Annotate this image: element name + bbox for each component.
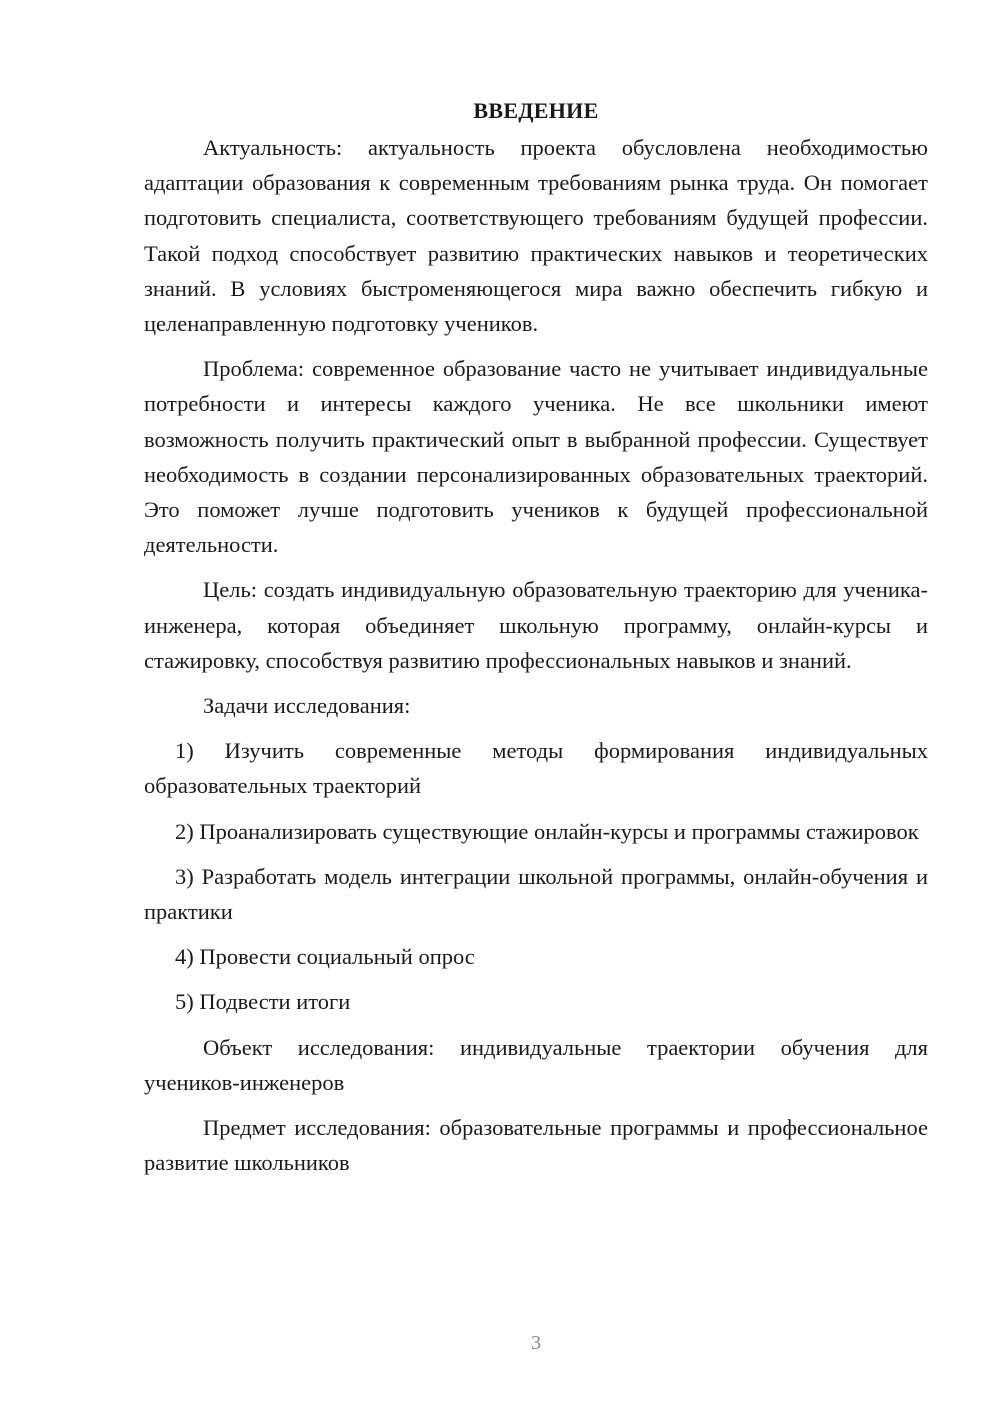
section-title: ВВЕДЕНИЕ bbox=[473, 98, 599, 123]
page-number: 3 bbox=[531, 1332, 541, 1354]
task-item-2: 2) Проанализировать существующие онлайн-курсы и программы стажировок bbox=[175, 818, 919, 844]
paragraph-object: Объект исследования: индивидуальные траектории обучения для учеников-инженеров bbox=[144, 1034, 928, 1095]
tasks-heading: Задачи исследования: bbox=[203, 693, 411, 719]
paragraph-subject: Предмет исследования: образовательные программы и профессиональное развитие школьников bbox=[144, 1115, 928, 1176]
paragraph-relevance: Актуальность: актуальность проекта обусловлена необходимостью адаптации образования к современным требованиям рынка труда. Он помогает подготовить специалиста, соответствующего требованиям будущей профессии. Такой подход способствует развитию практических навыков и теоретических знаний. В условиях быстроменяющегося мира важно обеспечить гибкую и целенаправленную подготовку учеников. bbox=[144, 135, 928, 337]
task-item-5: 5) Подвести итоги bbox=[175, 989, 351, 1015]
task-item-3: 3) Разработать модель интеграции школьной программы, онлайн-обучения и практики bbox=[144, 863, 928, 925]
paragraph-problem: Проблема: современное образование часто не учитывает индивидуальные потребности и интересы каждого ученика. Не все школьники имеют возможность получить практический опыт в выбранной профессии. Существует необходимость в создании персонализированных образовательных траекторий. Это поможет лучше подготовить учеников к будущей профессиональной деятельности. bbox=[144, 356, 928, 558]
task-item-4: 4) Провести социальный опрос bbox=[175, 944, 475, 970]
paragraph-goal: Цель: создать индивидуальную образовательную траекторию для ученика-инженера, которая объединяет школьную программу, онлайн-курсы и стажировку, способствуя развитию профессиональных навыков и знаний. bbox=[144, 577, 928, 673]
task-item-1: 1) Изучить современные методы формирования индивидуальных образовательных траекторий bbox=[144, 738, 928, 799]
document-page bbox=[144, 96, 928, 1190]
